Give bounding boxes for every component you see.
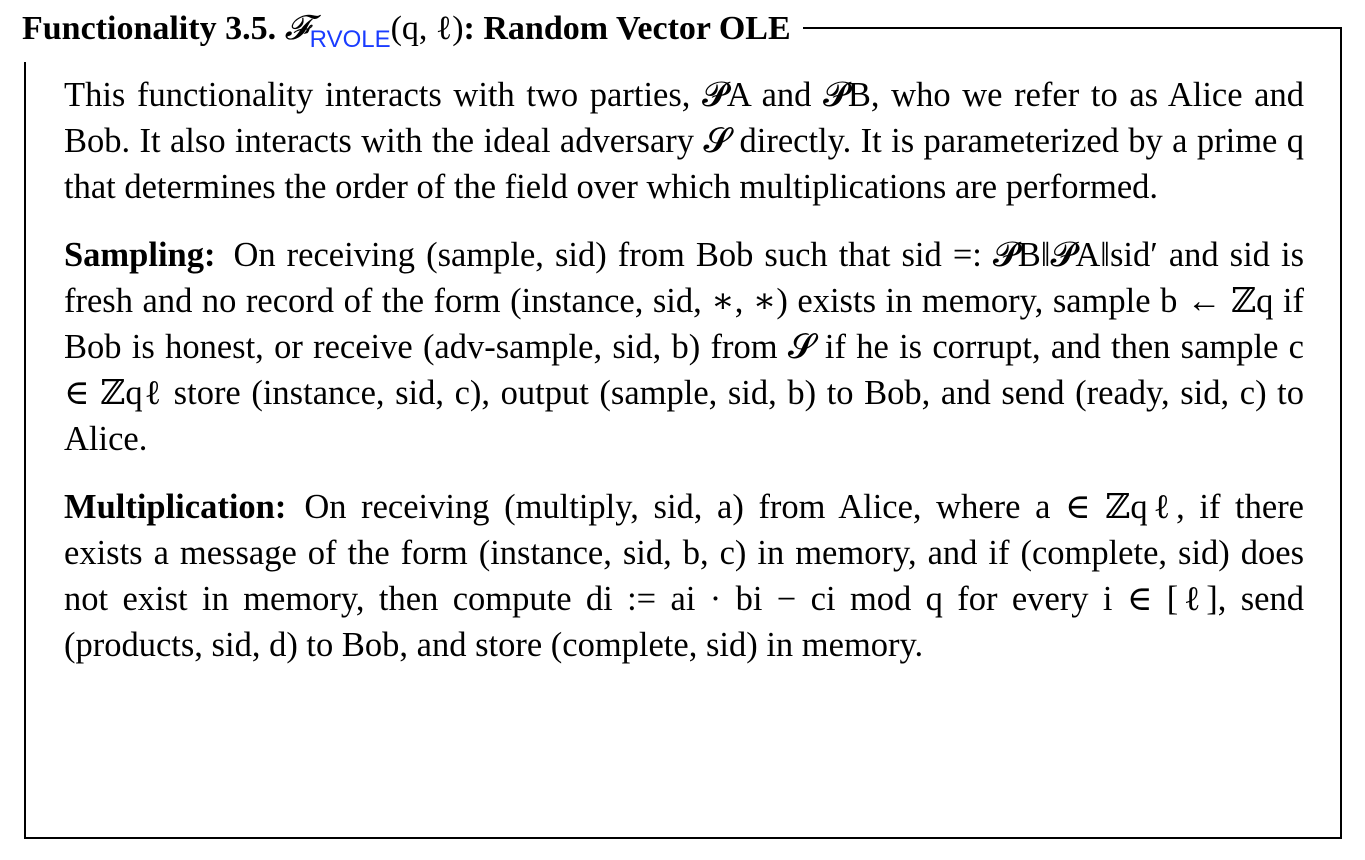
sampling-paragraph xyxy=(64,232,1304,462)
functionality-body xyxy=(64,72,1304,690)
multiplication-paragraph xyxy=(64,484,1304,668)
title-label: Functionality 3.5. xyxy=(22,10,277,47)
functionality-subscript: RVOLE xyxy=(309,26,391,53)
multiplication-label: Multiplication: xyxy=(64,488,287,526)
functionality-params: (q, ℓ) xyxy=(390,10,464,47)
functionality-symbol: 𝓕 xyxy=(284,8,310,48)
multiplication-text: On receiving (multiply, sid, a) from Alice, where a ∈ ℤqℓ, if there exists a message of the form (instance, sid, b, c) in memory, and if (complete, sid) does not exist in memory, then compute di := ai · bi − ci mod q for every i ∈ [ℓ], send (products, sid, d) to Bob, and store (complete, sid) in memory. xyxy=(64,488,1304,664)
functionality-name: : Random Vector OLE xyxy=(463,10,791,47)
functionality-title xyxy=(14,6,803,62)
sampling-text: On receiving (sample, sid) from Bob such that sid =: 𝓟B‖𝓟A‖sid′ and sid is fresh and no record of the form (instance, sid, ∗, ∗) exists in memory, sample b ← ℤq if Bob is honest, or receive (adv-sample, sid, b) from 𝓢 if he is corrupt, and then sample c ∈ ℤqℓ store (instance, sid, c), output (sample, sid, b) to Bob, and send (ready, sid, c) to Alice. xyxy=(64,236,1304,458)
intro-paragraph: This functionality interacts with two parties, 𝓟A and 𝓟B, who we refer to as Alice and Bob. It also interacts with the ideal adversary 𝓢 directly. It is parameterized by a prime q that determines the order of the field over which multiplications are performed. xyxy=(64,76,1304,206)
sampling-label: Sampling: xyxy=(64,236,216,274)
